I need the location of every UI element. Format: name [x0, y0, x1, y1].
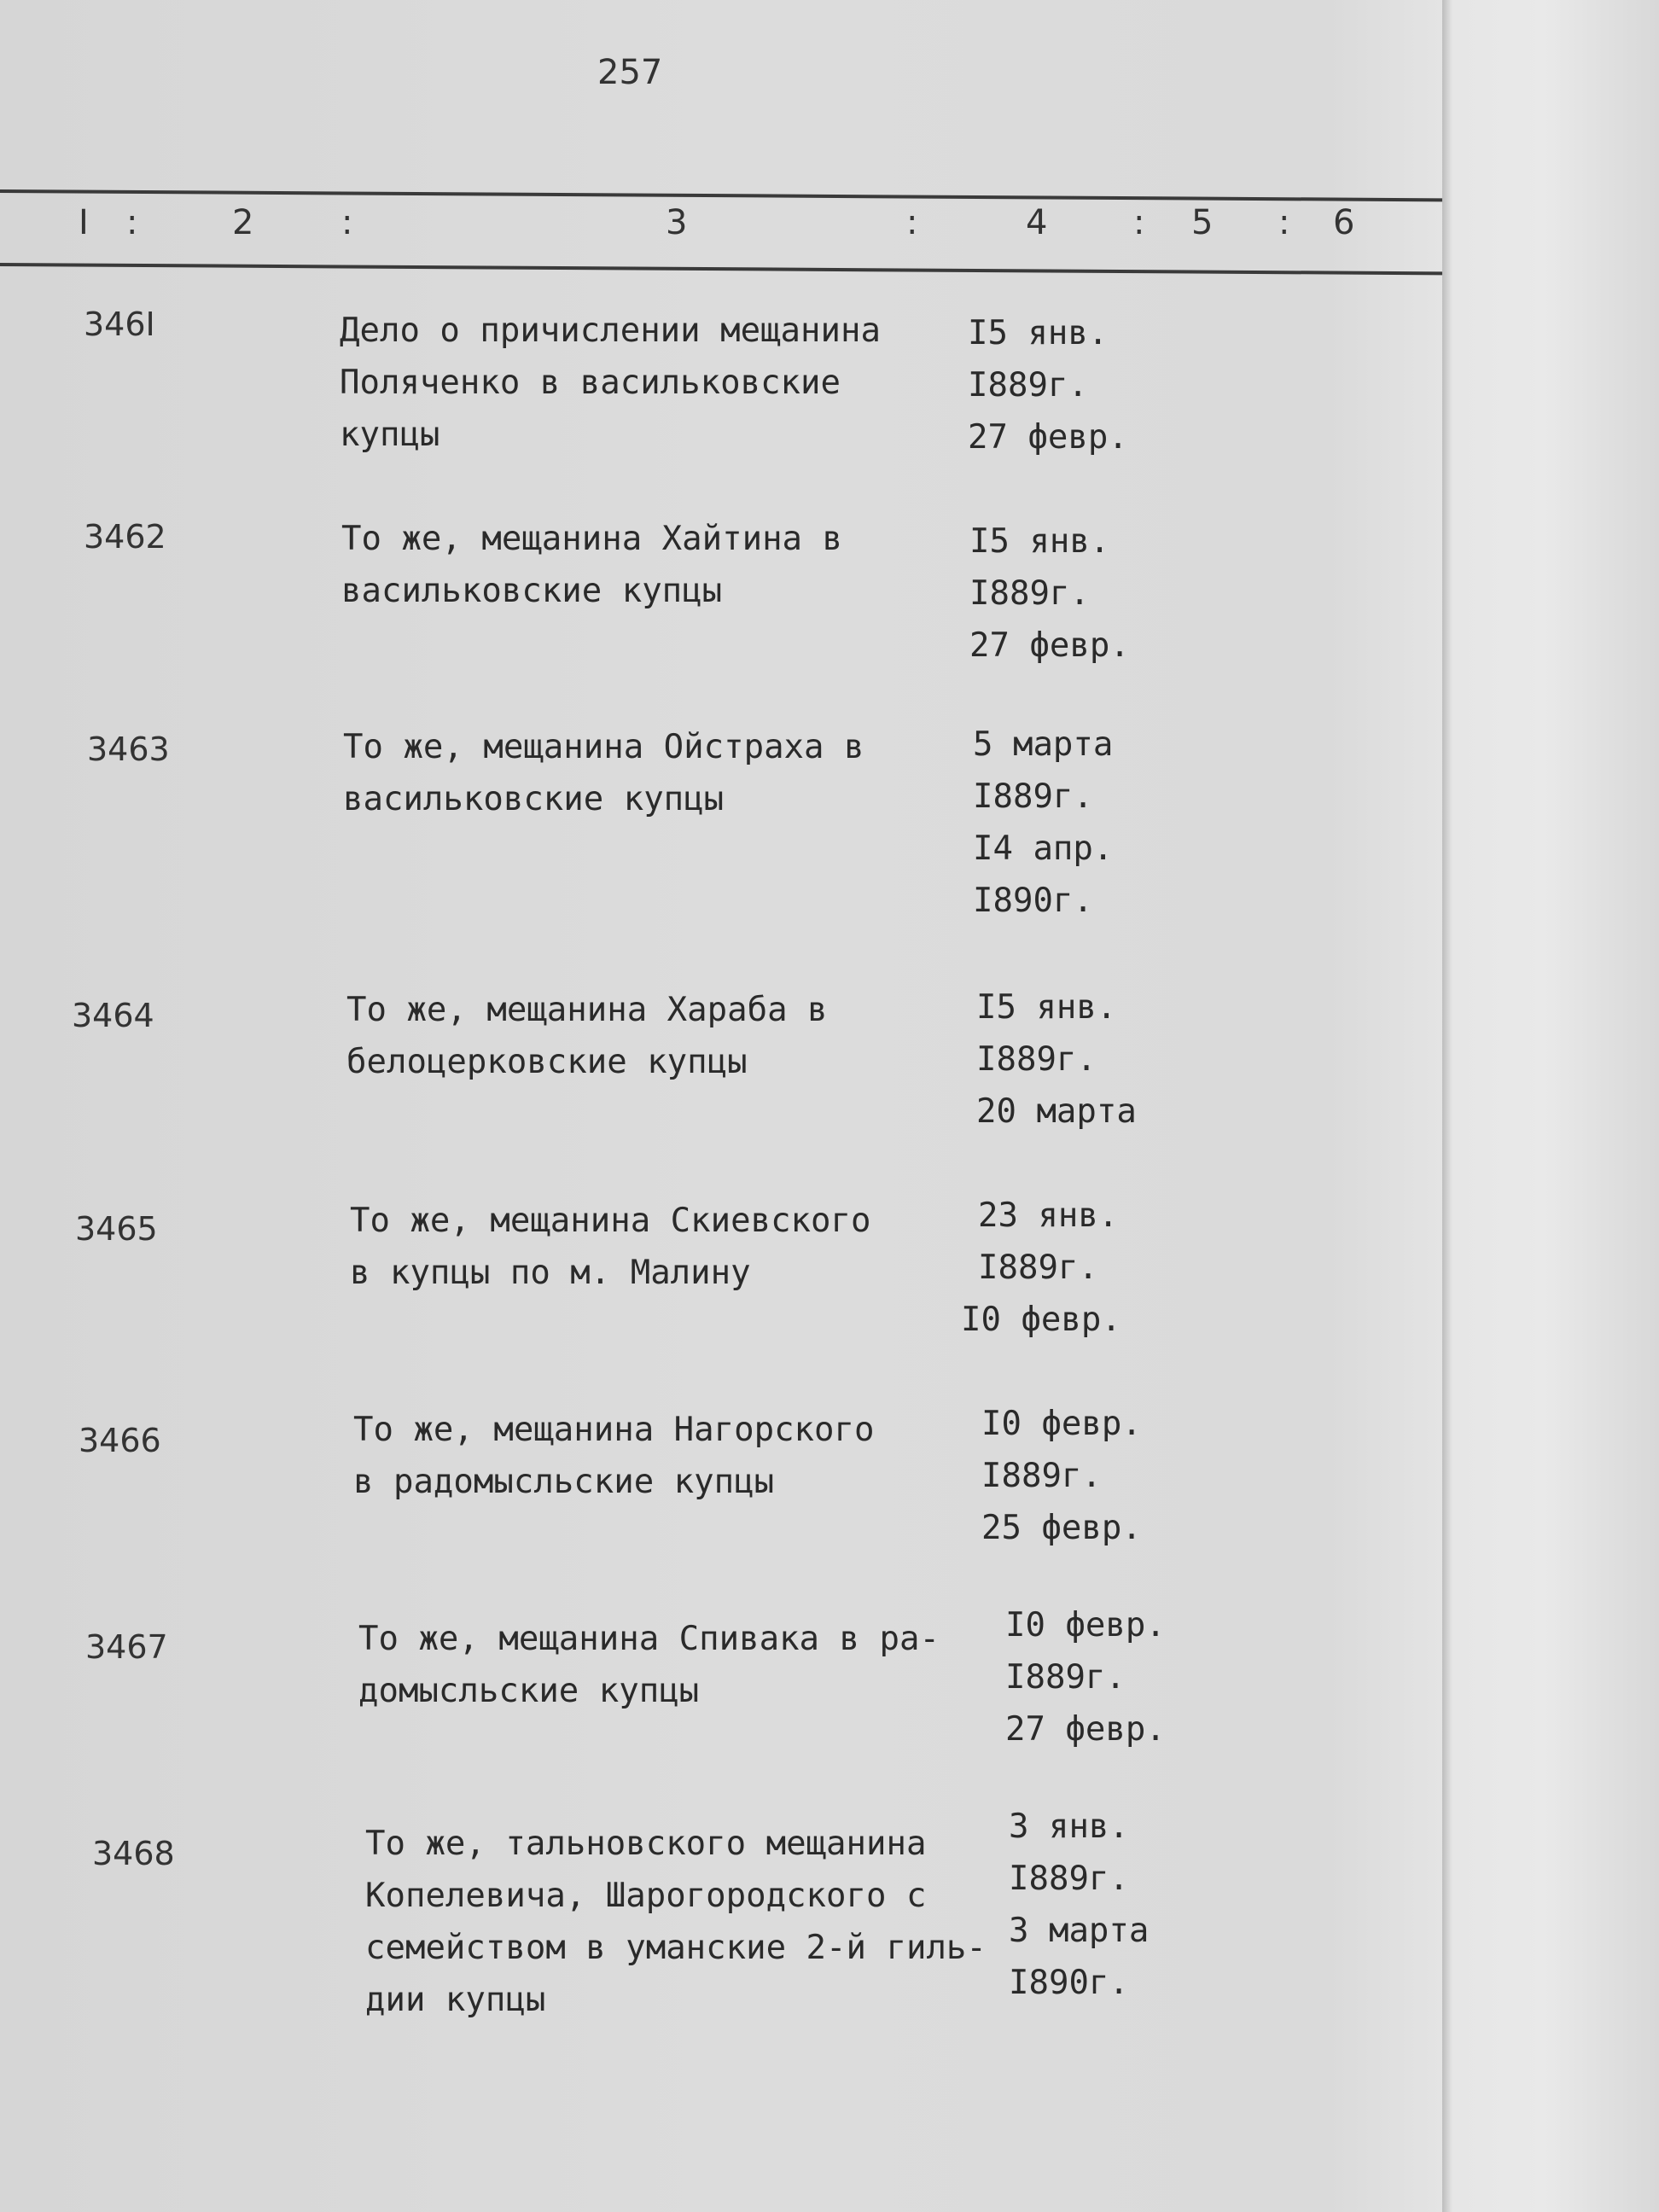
entry-dates — [961, 1190, 1121, 1346]
entry-date-line: I5 янв. — [969, 522, 1110, 561]
entry-dates — [1009, 1801, 1149, 2009]
entry-title — [346, 984, 828, 1088]
entry-title-line: в купцы по м. Малину — [350, 1254, 751, 1292]
column-header: 3 — [666, 203, 688, 242]
column-separator: : — [906, 203, 918, 242]
column-header: 5 — [1191, 203, 1214, 242]
table-header-bottom-rule — [0, 263, 1442, 275]
entry-dates — [981, 1398, 1142, 1554]
column-header: 6 — [1333, 203, 1355, 242]
entry-date-line: 5 марта — [973, 725, 1114, 764]
table-header-top-rule — [0, 189, 1442, 201]
entry-date-line: I889г. — [973, 777, 1093, 816]
entry-date-line: I889г. — [976, 1040, 1097, 1079]
entry-date-line: I5 янв. — [968, 314, 1109, 352]
column-separator: : — [341, 203, 353, 242]
page-number: 257 — [597, 53, 663, 92]
entry-date-line: 27 февр. — [969, 626, 1130, 665]
entry-title-line: Поляченко в васильковские — [340, 364, 841, 402]
entry-title-line: То же, мещанина Скиевского — [350, 1202, 871, 1240]
entry-title-line: купцы — [340, 416, 440, 454]
entry-dates — [1005, 1599, 1166, 1755]
column-separator: : — [1133, 203, 1145, 242]
column-header: 4 — [1026, 203, 1048, 242]
entry-date-line: 3 марта — [1009, 1912, 1150, 1950]
entry-date-line: I889г. — [968, 366, 1088, 405]
entry-title — [350, 1195, 870, 1299]
entry-title-line: дии купцы — [365, 1981, 546, 2019]
entry-date-line: 27 февр. — [968, 418, 1128, 457]
entry-number: 3466 — [79, 1422, 161, 1459]
page-edge-shadow — [1442, 0, 1659, 2212]
entry-title-line: То же, мещанина Нагорского — [353, 1411, 875, 1449]
entry-title-line: То же, мещанина Хараба в — [346, 991, 828, 1029]
entry-number: 3464 — [72, 997, 154, 1034]
entry-number: 3465 — [75, 1210, 158, 1248]
entry-title — [353, 1404, 874, 1508]
entry-title-line: То же, мещанина Ойстраха в — [343, 728, 864, 766]
entry-date-line: I890г. — [1009, 1964, 1129, 2002]
entry-number: 3468 — [92, 1835, 175, 1872]
entry-date-line: I889г. — [969, 574, 1090, 613]
entry-number: 3467 — [85, 1628, 168, 1666]
entry-number: 3463 — [87, 731, 170, 768]
entry-date-line: I5 янв. — [976, 988, 1117, 1027]
entry-title-line: васильковские купцы — [341, 572, 723, 610]
entry-title-line: белоцерковские купцы — [346, 1043, 748, 1081]
column-separator: : — [126, 203, 138, 242]
entry-date-line: 27 февр. — [1005, 1710, 1166, 1749]
entry-number: 346I — [84, 306, 155, 343]
entry-date-line: I0 февр. — [961, 1301, 1121, 1339]
entry-number: 3462 — [84, 518, 166, 556]
entry-title — [343, 721, 864, 825]
entry-title — [365, 1818, 987, 2026]
entry-date-line: I889г. — [978, 1249, 1098, 1287]
entry-date-line: 23 янв. — [978, 1196, 1119, 1235]
entry-date-line: I889г. — [1005, 1658, 1126, 1697]
entry-dates — [969, 515, 1130, 672]
entry-title-line: Дело о причислении мещанина — [340, 311, 881, 350]
entry-title-line: семейством в уманские 2-й гиль- — [365, 1929, 987, 1967]
entry-date-line: 3 янв. — [1009, 1807, 1129, 1846]
entry-date-line: 20 марта — [976, 1092, 1137, 1131]
entry-date-line: I0 февр. — [981, 1405, 1142, 1443]
entry-date-line: I890г. — [973, 882, 1093, 920]
entry-title-line: в радомысльские купцы — [353, 1463, 775, 1501]
entry-date-line: I0 февр. — [1005, 1606, 1166, 1644]
entry-title-line: То же, мещанина Спивака в ра- — [358, 1620, 940, 1658]
entry-date-line: I4 апр. — [973, 830, 1114, 868]
column-header: 2 — [232, 203, 254, 242]
entry-title-line: То же, мещанина Хайтина в — [341, 520, 842, 558]
entry-title-line: То же, тальновского мещанина — [365, 1825, 927, 1863]
entry-date-line: I889г. — [981, 1457, 1102, 1495]
column-header: I — [79, 203, 89, 242]
entry-title-line: Копелевича, Шарогородского с — [365, 1877, 927, 1915]
entry-date-line: 25 февр. — [981, 1509, 1142, 1547]
entry-dates — [976, 981, 1137, 1138]
entry-title — [358, 1613, 940, 1717]
entry-title-line: домысльские купцы — [358, 1672, 700, 1710]
entry-dates — [973, 719, 1113, 927]
column-separator: : — [1278, 203, 1290, 242]
entry-title — [341, 513, 842, 617]
entry-date-line: I889г. — [1009, 1860, 1129, 1898]
entry-dates — [968, 307, 1128, 463]
entry-title — [340, 305, 881, 461]
entry-title-line: васильковские купцы — [343, 780, 725, 818]
